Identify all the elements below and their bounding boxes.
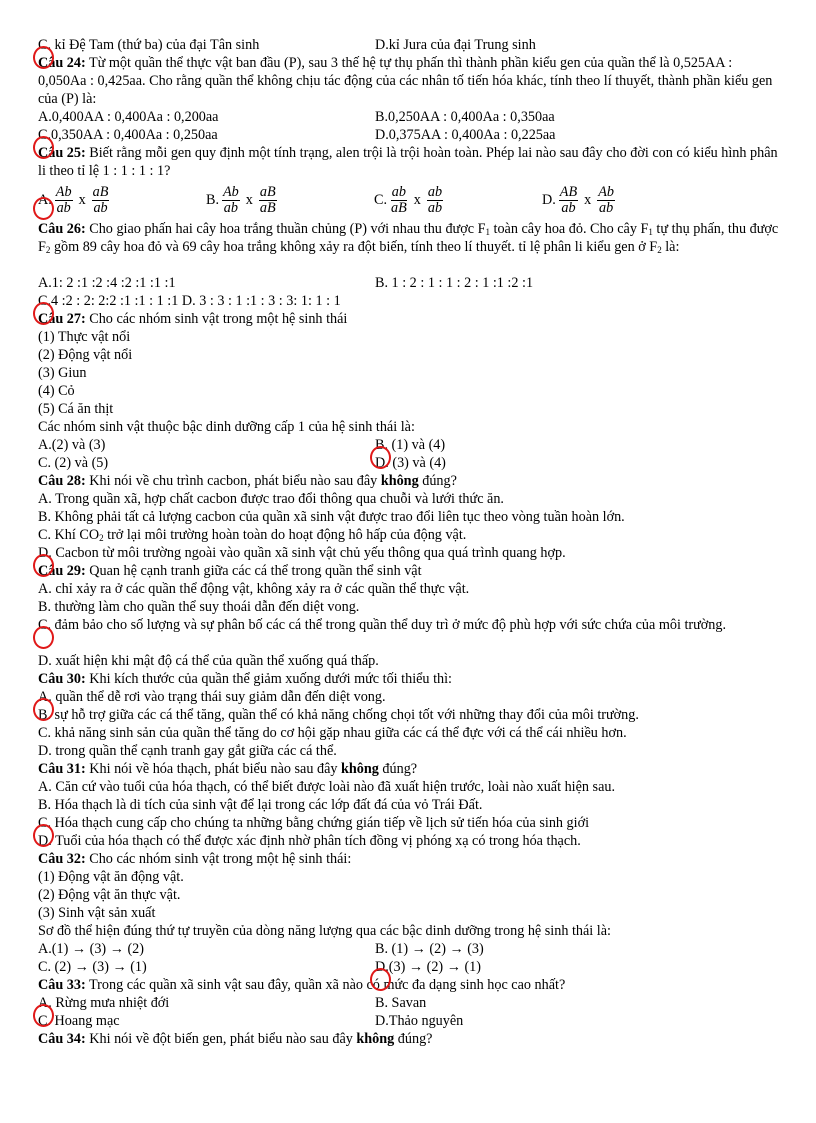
q33-label: Câu 33: xyxy=(38,977,86,993)
q33-stem: Câu 33: Trong các quần xã sinh vật sau đây, quần xã nào có mức đa dạng sinh học cao nhất? xyxy=(38,977,566,993)
q28-option-c: C. Khí $CO_2$ trở lại môi trường hoàn toàn do hoạt động hô hấp của động vật. xyxy=(38,527,467,543)
q26-stem: Câu 26: Cho giao phấn hai cây hoa trắng thuần chủng (P) với nhau thu được $F_1$ toàn cây hoa đỏ. Cho cây $F_1$ tự thụ phấn, thu được $F_2$ gồm 89 cây hoa đỏ và 69 cây hoa trắng không xảy ra đột biến, tính theo lí thuyết. tỉ lệ phân li kiểu gen ở $F_2$ là: xyxy=(38,221,779,255)
q30-option-a: A. quần thể dễ rơi vào trạng thái suy giảm dẫn đến diệt vong. xyxy=(38,689,386,705)
q27-item-4: (4) Cỏ xyxy=(38,383,75,399)
q34-stem: Câu 34: Khi nói về đột biến gen, phát biểu nào sau đây không đúng? xyxy=(38,1031,433,1047)
q24-stem xyxy=(38,54,780,108)
q33-options-row-2 xyxy=(38,1012,780,1030)
q29-option-a: A. chỉ xảy ra ở các quần thể động vật, không xảy ra ở các quần thể thực vật. xyxy=(38,581,470,597)
q27-options-row-1 xyxy=(38,436,780,454)
q25-text: Biết rằng mỗi gen quy định một tính trạng, alen trội là trội hoàn toàn. Phép lai nào sau đây cho đời con có kiểu hình phân li theo tỉ lệ 1 : 1 : 1 : 1? xyxy=(38,145,778,179)
q31-option-a: A. Căn cứ vào tuổi của hóa thạch, có thể biết được loài nào đã xuất hiện trước, loài nào xuất hiện sau. xyxy=(38,779,616,795)
q32-options-row-2 xyxy=(38,958,780,976)
q31-option-b: B. Hóa thạch là di tích của sinh vật để lại trong các lớp đất đá của vỏ Trái Đất. xyxy=(38,797,483,813)
genotype-fraction: $\frac{Ab}{ab}$ xyxy=(598,183,614,216)
q26-options-row-1 xyxy=(38,274,780,292)
q28-label: Câu 28: xyxy=(38,473,86,489)
q30-stem: Câu 30: Khi kích thước của quần thể giảm xuống dưới mức tối thiểu thì: xyxy=(38,671,452,687)
q33-options-row-1 xyxy=(38,994,780,1012)
q30-option-b: B. sự hỗ trợ giữa các cá thể tăng, quần thể có khả năng chống chọi tốt với những thay đổi của môi trường. xyxy=(38,707,639,723)
q29-label: Câu 29: xyxy=(38,563,86,579)
q24-options-row-2 xyxy=(38,126,780,144)
q30-option-c: C. khả năng sinh sản của quần thể tăng do cơ hội gặp nhau giữa các cá thể đực với cá thể cái nhiều hơn. xyxy=(38,725,627,741)
q24-option-a: A.0,400AA : 0,400Aa : 0,200aa xyxy=(38,109,219,125)
q25-label: Câu 25: xyxy=(38,145,86,161)
q31-stem: Câu 31: Khi nói về hóa thạch, phát biểu nào sau đây không đúng? xyxy=(38,761,418,777)
genotype-fraction: $\frac{aB}{aB}$ xyxy=(259,183,276,216)
genotype-fraction: $\frac{ab}{aB}$ xyxy=(391,183,407,216)
q27-option-b: B. (1) và (4) xyxy=(375,437,446,453)
genotype-fraction: $\frac{Ab}{ab}$ xyxy=(55,183,72,216)
q32-option-b: B. (1) → (2) → (3) xyxy=(375,941,484,957)
genotype-fraction: $\frac{aB}{ab}$ xyxy=(92,183,109,216)
q33-option-d: D.Thảo nguyên xyxy=(375,1013,464,1029)
q25-options-row xyxy=(38,180,780,220)
q27-question: Các nhóm sinh vật thuộc bậc dinh dưỡng cấp 1 của hệ sinh thái là: xyxy=(38,419,415,435)
q27-stem: Câu 27: Cho các nhóm sinh vật trong một hệ sinh thái xyxy=(38,311,348,327)
q30-label: Câu 30: xyxy=(38,671,86,687)
q28-option-b: B. Không phải tất cả lượng cacbon của quần xã sinh vật được trao đổi liên tục theo vòng tuần hoàn lớn. xyxy=(38,509,625,525)
q29-option-b: B. thường làm cho quần thể suy thoái dẫn đến diệt vong. xyxy=(38,599,360,615)
q32-option-c: C. (2) → (3) → (1) xyxy=(38,959,147,975)
q33-option-b: B. Savan xyxy=(375,995,427,1011)
q24-option-b: B.0,250AA : 0,400Aa : 0,350aa xyxy=(375,109,555,125)
q32-options-row-1 xyxy=(38,940,780,958)
exam-page xyxy=(38,36,780,1048)
q26-option-b: B. 1 : 2 : 1 : 1 : 2 : 1 :1 :2 :1 xyxy=(375,275,534,291)
q28-option-a: A. Trong quần xã, hợp chất cacbon được trao đổi thông qua chuỗi và lưới thức ăn. xyxy=(38,491,504,507)
q33-option-a: A. Rừng mưa nhiệt đới xyxy=(38,995,170,1011)
q27-item-1: (1) Thực vật nổi xyxy=(38,329,131,345)
q25-option-d: D. $\frac{AB}{ab}$ x $\frac{Ab}{ab}$ xyxy=(542,183,614,216)
genotype-fraction: $\frac{Ab}{ab}$ xyxy=(223,183,239,216)
q27-option-d: D. (3) và (4) xyxy=(375,455,446,471)
q32-option-a: A.(1) → (3) → (2) xyxy=(38,941,144,957)
q24-options-row-1 xyxy=(38,108,780,126)
q32-label: Câu 32: xyxy=(38,851,86,867)
q31-label: Câu 31: xyxy=(38,761,86,777)
q25-option-b: B. $\frac{Ab}{ab}$ x $\frac{aB}{aB}$ xyxy=(206,183,276,216)
q23-options-row xyxy=(38,36,780,54)
q29-stem: Câu 29: Quan hệ cạnh tranh giữa các cá thể trong quần thể sinh vật xyxy=(38,563,422,579)
q32-option-d: D.(3) → (2) → (1) xyxy=(375,959,481,975)
q32-item-2: (2) Động vật ăn thực vật. xyxy=(38,887,181,903)
q24-label: Câu 24: xyxy=(38,55,86,71)
q27-option-c: C. (2) và (5) xyxy=(38,455,109,471)
q26-options-row-2: C.4 :2 : 2: 2:2 :1 :1 : 1 :1 D. 3 : 3 : 1 :1 : 3 : 3: 1: 1 : 1 xyxy=(38,293,341,309)
q26-option-a: A.1: 2 :1 :2 :4 :2 :1 :1 :1 xyxy=(38,275,176,291)
q27-item-5: (5) Cá ăn thịt xyxy=(38,401,114,417)
q33-option-c: C. Hoang mạc xyxy=(38,1013,120,1029)
q32-item-3: (3) Sinh vật sản xuất xyxy=(38,905,156,921)
q31-option-c: C. Hóa thạch cung cấp cho chúng ta những bằng chứng gián tiếp về lịch sử tiến hóa của sinh giới xyxy=(38,815,590,831)
q25-option-c: C. $\frac{ab}{aB}$ x $\frac{ab}{ab}$ xyxy=(374,183,443,216)
q32-question: Sơ đồ thể hiện đúng thứ tự truyền của dòng năng lượng qua các bậc dinh dưỡng trong hệ sinh thái là: xyxy=(38,923,611,939)
q23-option-c: C. kỉ Đệ Tam (thứ ba) của đại Tân sinh xyxy=(38,37,260,53)
q34-label: Câu 34: xyxy=(38,1031,86,1047)
q27-item-2: (2) Động vật nổi xyxy=(38,347,133,363)
q31-option-d: D. Tuổi của hóa thạch có thể được xác định nhờ phân tích đồng vị phóng xạ có trong hóa thạch. xyxy=(38,833,581,849)
q28-stem: Câu 28: Khi nói về chu trình cacbon, phát biểu nào sau đây không đúng? xyxy=(38,473,457,489)
q23-option-d: D.kỉ Jura của đại Trung sinh xyxy=(375,37,536,53)
q29-option-d: D. xuất hiện khi mật độ cá thể của quần thể xuống quá thấp. xyxy=(38,653,379,669)
q29-option-c: C. đảm bảo cho số lượng và sự phân bố các cá thể trong quần thể duy trì ở mức độ phù hợp với sức chứa của môi trường. xyxy=(38,617,727,633)
q25-stem xyxy=(38,144,780,180)
q24-text: Từ một quần thể thực vật ban đầu (P), sau 3 thế hệ tự thụ phấn thì thành phần kiểu gen của quần thể là 0,525AA : 0,050Aa : 0,425aa. Cho rằng quần thể không chịu tác động của các nhân tố tiến hóa khác, tính theo lí thuyết, thành phần kiểu gen của (P) là: xyxy=(38,55,773,107)
q26-label: Câu 26: xyxy=(38,221,86,237)
q32-item-1: (1) Động vật ăn động vật. xyxy=(38,869,184,885)
q25-option-a: A. $\frac{Ab}{ab}$ x $\frac{aB}{ab}$ xyxy=(38,183,109,216)
q27-options-row-2 xyxy=(38,454,780,472)
q27-option-a: A.(2) và (3) xyxy=(38,437,106,453)
q24-option-d: D.0,375AA : 0,400Aa : 0,225aa xyxy=(375,127,556,143)
q30-option-d: D. trong quần thể cạnh tranh gay gắt giữa các cá thể. xyxy=(38,743,337,759)
genotype-fraction: $\frac{AB}{ab}$ xyxy=(559,183,578,216)
q28-option-d: D. Cacbon từ môi trường ngoài vào quần xã sinh vật chủ yếu thông qua quá trình quang hợp. xyxy=(38,545,566,561)
q24-option-c: C.0,350AA : 0,400Aa : 0,250aa xyxy=(38,127,218,143)
q27-item-3: (3) Giun xyxy=(38,365,87,381)
q32-stem: Câu 32: Cho các nhóm sinh vật trong một hệ sinh thái: xyxy=(38,851,352,867)
genotype-fraction: $\frac{ab}{ab}$ xyxy=(427,183,443,216)
q27-label: Câu 27: xyxy=(38,311,86,327)
